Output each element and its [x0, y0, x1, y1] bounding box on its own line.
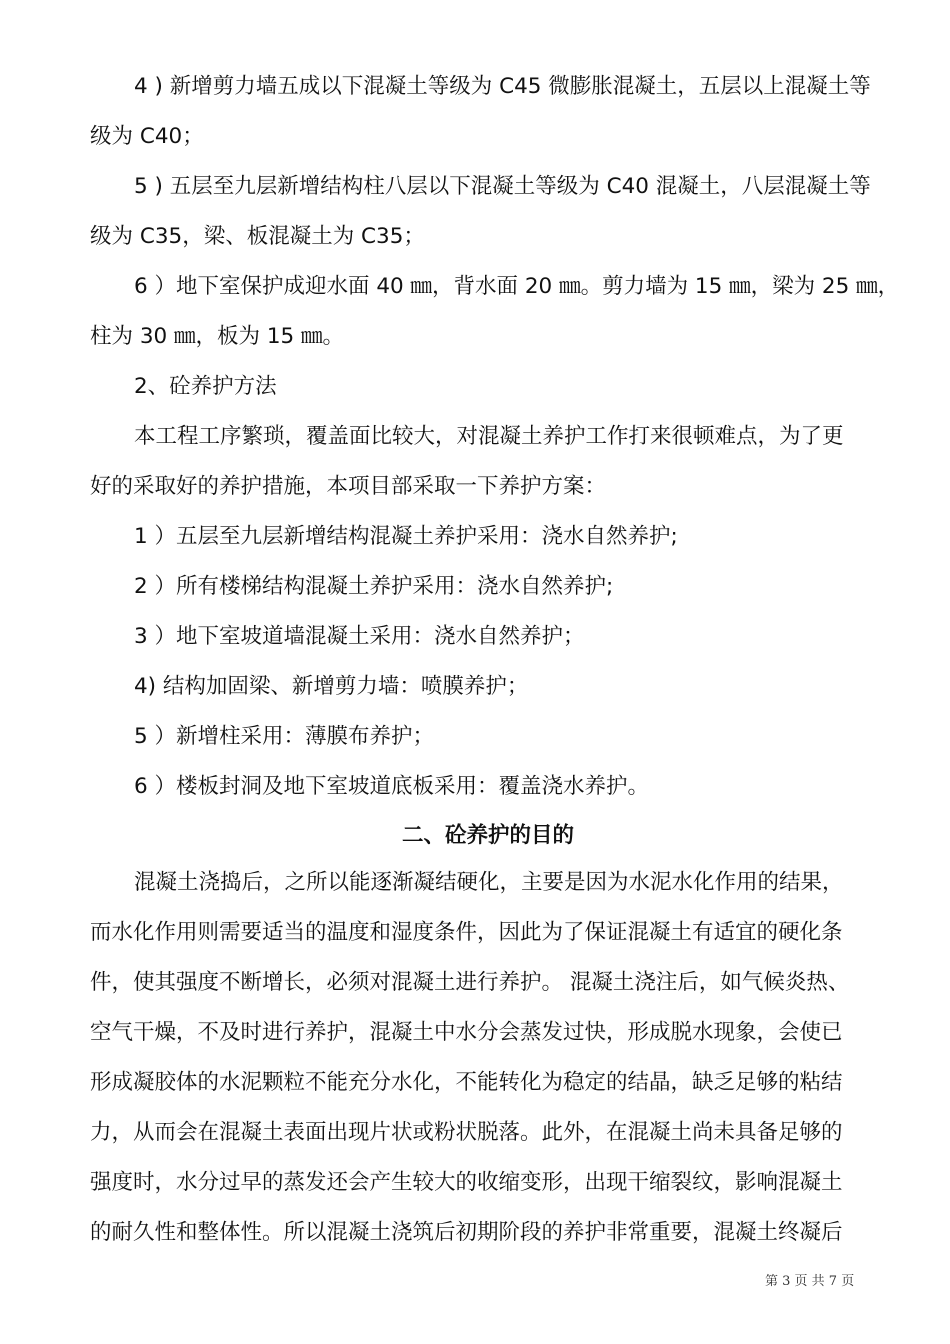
paragraph-line: 5 ) 五层至九层新增结构柱八层以下混凝土等级为 C40 混凝土，八层混凝土等	[134, 174, 871, 199]
paragraph-line: 而水化作用则需要适当的温度和湿度条件，因此为了保证混凝土有适宜的硬化条	[90, 920, 843, 945]
list-item: 1 ）五层至九层新增结构混凝土养护采用：浇水自然养护;	[134, 524, 678, 549]
paragraph-line: 件，使其强度不断增长，必须对混凝土进行养护。 混凝土浇注后，如气候炎热、	[90, 970, 850, 995]
list-item: 5 ）新增柱采用：薄膜布养护；	[134, 724, 435, 749]
list-item: 4) 结构加固梁、新增剪力墙：喷膜养护；	[134, 674, 529, 699]
page-number: 第 3 页 共 7 页	[765, 1274, 855, 1289]
paragraph-line: 形成凝胶体的水泥颗粒不能充分水化，不能转化为稳定的结晶，缺乏足够的粘结	[90, 1070, 843, 1095]
paragraph-line: 6 ）地下室保护成迎水面 40 ㎜，背水面 20 ㎜。剪力墙为 15 ㎜，梁为 25 ㎜，	[134, 274, 900, 299]
paragraph-line: 级为 C40；	[90, 124, 204, 149]
list-item: 2 ）所有楼梯结构混凝土养护采用：浇水自然养护;	[134, 574, 614, 599]
subsection-heading: 2、砼养护方法	[134, 374, 277, 399]
list-item: 3 ）地下室坡道墙混凝土采用：浇水自然养护；	[134, 624, 585, 649]
paragraph-line: 柱为 30 ㎜，板为 15 ㎜。	[90, 324, 345, 349]
section-heading: 二、砼养护的目的	[401, 823, 574, 848]
paragraph-line: 本工程工序繁琐，覆盖面比较大，对混凝土养护工作打来很顿难点，为了更	[134, 424, 844, 449]
paragraph-line: 混凝土浇捣后，之所以能逐渐凝结硬化，主要是因为水泥水化作用的结果，	[134, 870, 844, 895]
paragraph-line: 4 ) 新增剪力墙五成以下混凝土等级为 C45 微膨胀混凝土，五层以上混凝土等	[134, 74, 871, 99]
paragraph-line: 的耐久性和整体性。所以混凝土浇筑后初期阶段的养护非常重要，混凝土终凝后	[90, 1220, 843, 1245]
paragraph-line: 空气干燥，不及时进行养护，混凝土中水分会蒸发过快，形成脱水现象，会使已	[90, 1020, 843, 1045]
paragraph-line: 力，从而会在混凝土表面出现片状或粉状脱落。此外，在混凝土尚未具备足够的	[90, 1120, 843, 1145]
paragraph-line: 强度时，水分过早的蒸发还会产生较大的收缩变形，出现干缩裂纹，影响混凝土	[90, 1170, 843, 1195]
paragraph-line: 级为 C35，梁、板混凝土为 C35；	[90, 224, 425, 249]
list-item: 6 ）楼板封洞及地下室坡道底板采用：覆盖浇水养护。	[134, 774, 650, 799]
paragraph-line: 好的采取好的养护措施，本项目部采取一下养护方案：	[90, 474, 607, 499]
